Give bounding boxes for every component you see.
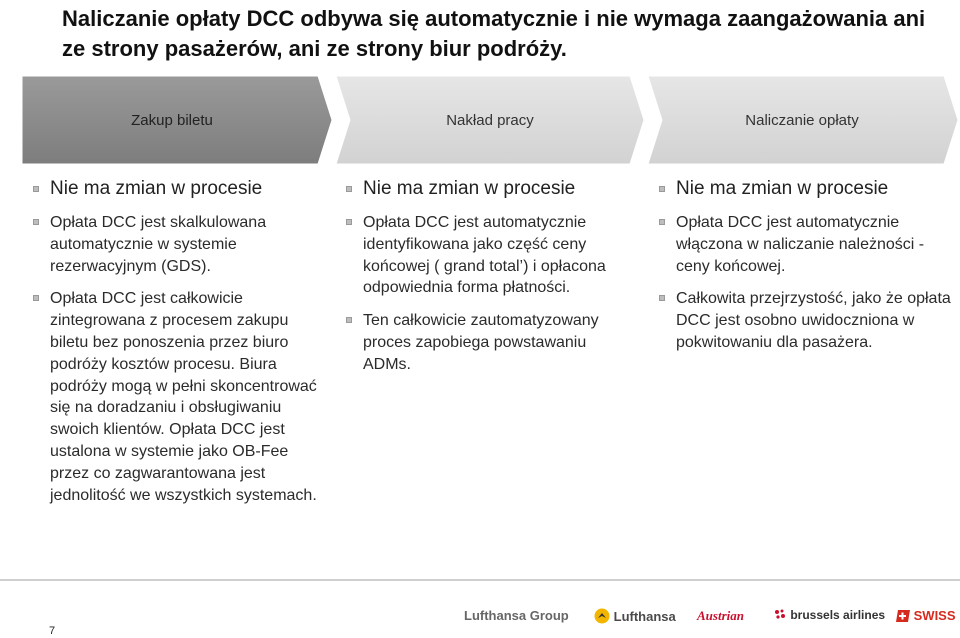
logo-lufthansa-group: Lufthansa Group (464, 608, 569, 623)
list-item: Opłata DCC jest automatycznie włączona w naliczanie należności - ceny końcowej. (658, 212, 952, 277)
logo-brussels-airlines: brussels airlines (773, 608, 885, 622)
list-item: Opłata DCC jest skalkulowana automatycznie w systemie rezerwacyjnym (GDS). (32, 212, 324, 277)
bullet-square-icon (33, 295, 39, 301)
list-item: Całkowita przejrzystość, jako że opłata DCC jest osobno uwidoczniona w pokwitowaniu dla pasażera. (658, 288, 952, 353)
bullet-square-icon (33, 219, 39, 225)
swiss-flag-icon (896, 610, 910, 622)
chevron-label-workload: Nakład pracy (446, 112, 534, 129)
crane-icon (594, 608, 610, 624)
bullet-square-icon (659, 219, 665, 225)
bullet-square-icon (659, 186, 665, 192)
logo-lufthansa: Lufthansa (594, 608, 676, 624)
bullet-list (32, 212, 324, 506)
bullet-list (658, 212, 952, 354)
column-purchase (32, 178, 324, 506)
bullet-square-icon (33, 186, 39, 192)
bullet-square-icon (346, 219, 352, 225)
logo-swiss: SWISS (896, 608, 956, 623)
dots-icon (773, 608, 787, 622)
bullet-square-icon (346, 317, 352, 323)
slide-title: Naliczanie opłaty DCC odbywa się automatycznie i nie wymaga zaangażowania ani ze strony pasażerów, ani ze strony biur podróży. (62, 6, 926, 61)
column-heading: Nie ma zmian w procesie (32, 178, 324, 200)
chevron-label-purchase: Zakup biletu (131, 112, 213, 129)
column-workload (345, 178, 637, 376)
list-item: Ten całkowicie zautomatyzowany proces zapobiega powstawaniu ADMs. (345, 310, 637, 375)
page-number: 7 (49, 625, 56, 637)
list-item: Opłata DCC jest całkowicie zintegrowana z procesem zakupu biletu bez ponoszenia przez biuro podróży kosztów procesu. Biura podróży mogą w pełni skoncentrować się na doradzaniu i obsługiwaniu swoich klientów. Opłata DCC jest ustalona w systemie jako OB-Fee przez co zagwarantowana jest jednolitość we wszystkich systemach. (32, 288, 324, 506)
footer-divider (0, 579, 960, 581)
column-heading: Nie ma zmian w procesie (658, 178, 952, 200)
column-fee-calculation (658, 178, 952, 354)
bullet-list (345, 212, 637, 376)
bullet-square-icon (346, 186, 352, 192)
list-item: Opłata DCC jest automatycznie identyfikowana jako część ceny końcowej ( grand total’) i opłacona odpowiednia forma płatności. (345, 212, 637, 299)
logo-austrian: Austrian (697, 608, 744, 623)
column-heading: Nie ma zmian w procesie (345, 178, 637, 200)
chevron-label-fee-calculation: Naliczanie opłaty (745, 112, 859, 129)
bullet-square-icon (659, 295, 665, 301)
